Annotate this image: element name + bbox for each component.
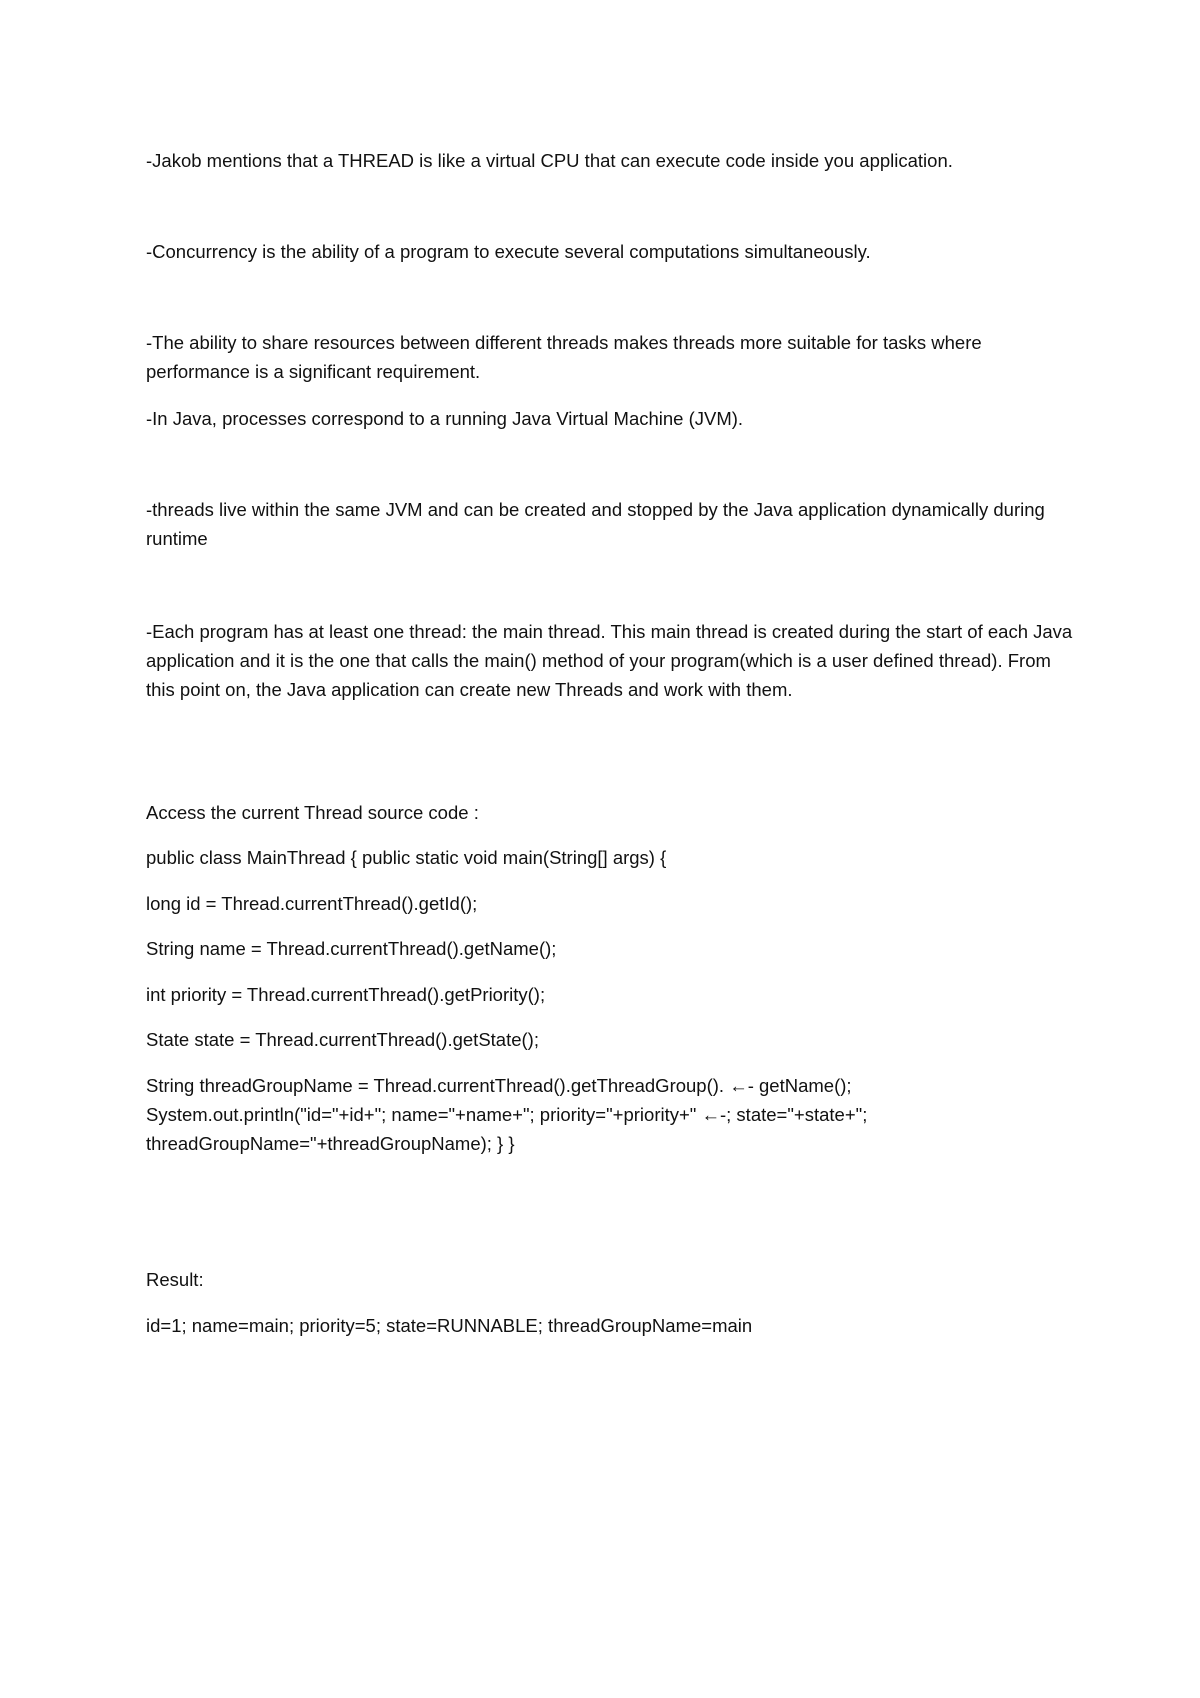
code-line-name: String name = Thread.currentThread().getName(); xyxy=(146,938,557,959)
code-line-thread-group-print: String threadGroupName = Thread.currentThread().getThreadGroup(). ←- getName(); System.out.println("id="+id+"; name="+name+"; priority="+priority+" ←-; state="+state+"; threadGroupName="+threadGroupName); } } xyxy=(146,1075,868,1154)
code-heading: Access the current Thread source code : xyxy=(146,802,479,823)
code-line-class-declaration: public class MainThread { public static void main(String[] args) { xyxy=(146,847,667,868)
paragraph-jvm-processes: -In Java, processes correspond to a running Java Virtual Machine (JVM). xyxy=(146,408,744,429)
paragraph-shared-resources: -The ability to share resources between different threads makes threads more suitable for tasks where performance is a significant requirement. xyxy=(146,332,982,382)
code-line-priority: int priority = Thread.currentThread().getPriority(); xyxy=(146,984,546,1005)
paragraph-threads-runtime: -threads live within the same JVM and can be created and stopped by the Java application dynamically during runtime xyxy=(146,499,1045,549)
code-line-state: State state = Thread.currentThread().getState(); xyxy=(146,1029,539,1050)
result-heading: Result: xyxy=(146,1269,204,1290)
paragraph-concurrency: -Concurrency is the ability of a program to execute several computations simultaneously. xyxy=(146,241,871,262)
paragraph-main-thread: -Each program has at least one thread: the main thread. This main thread is created during the start of each Java application and it is the one that calls the main() method of your program(which is a user defined thread). From this point on, the Java application can create new Threads and work with them. xyxy=(146,621,1073,700)
result-value: id=1; name=main; priority=5; state=RUNNABLE; threadGroupName=main xyxy=(146,1315,753,1336)
paragraph-thread-definition: -Jakob mentions that a THREAD is like a virtual CPU that can execute code inside you application. xyxy=(146,150,953,171)
code-line-id: long id = Thread.currentThread().getId(); xyxy=(146,893,478,914)
